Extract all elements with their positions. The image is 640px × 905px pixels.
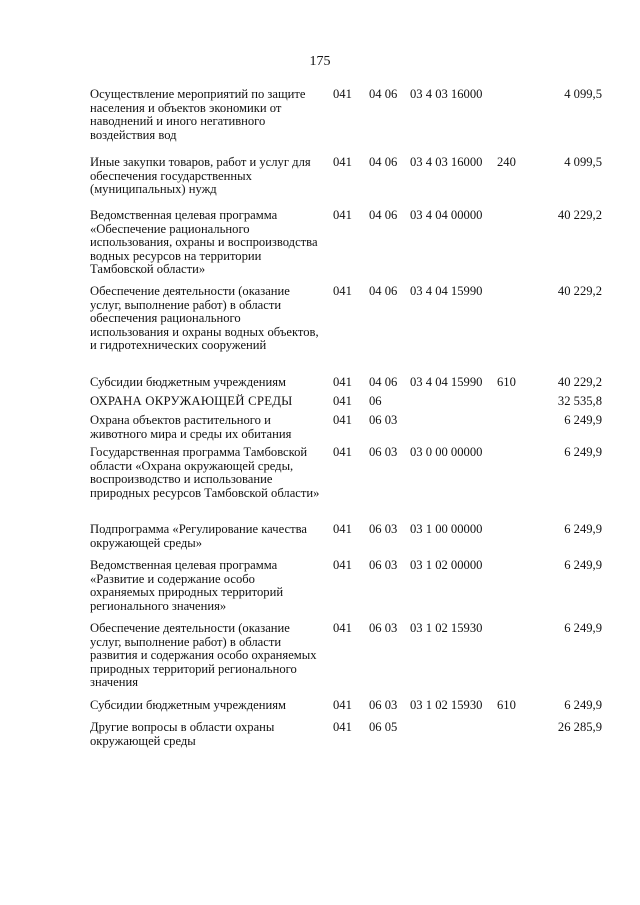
amount: 40 229,2 — [557, 208, 602, 222]
ministry-code: 041 — [333, 720, 352, 734]
section-code: 06 — [369, 394, 382, 408]
target-code: 03 1 02 15930 — [410, 621, 483, 635]
target-code: 03 4 04 15990 — [410, 375, 483, 389]
section-code: 04 06 — [369, 208, 398, 222]
target-code: 03 4 04 15990 — [410, 284, 483, 298]
section-code: 06 03 — [369, 522, 398, 536]
amount: 26 285,9 — [557, 720, 602, 734]
section-code: 04 06 — [369, 284, 398, 298]
amount: 40 229,2 — [557, 375, 602, 389]
section-code: 06 03 — [369, 558, 398, 572]
row-name: Иные закупки товаров, работ и услуг для обеспечения государственных (муниципальных) нужд — [90, 155, 311, 197]
ministry-code: 041 — [333, 698, 352, 712]
section-code: 04 06 — [369, 375, 398, 389]
amount: 6 249,9 — [564, 698, 602, 712]
table-row — [0, 395, 640, 414]
amount: 6 249,9 — [564, 413, 602, 427]
target-code: 03 4 03 16000 — [410, 155, 483, 169]
ministry-code: 041 — [333, 522, 352, 536]
section-code: 04 06 — [369, 155, 398, 169]
row-name: Подпрограмма «Регулирование качества окружающей среды» — [90, 522, 307, 550]
ministry-code: 041 — [333, 375, 352, 389]
amount: 4 099,5 — [564, 155, 602, 169]
expense-type-code: 610 — [497, 698, 516, 712]
row-name: Ведомственная целевая программа «Обеспечение рационального использования, охраны и воспроизводства водных ресурсов на территории Тамбовской области» — [90, 208, 318, 277]
row-name: Субсидии бюджетным учреждениям — [90, 698, 286, 712]
section-code: 04 06 — [369, 87, 398, 101]
section-code: 06 03 — [369, 621, 398, 635]
table-row — [0, 285, 640, 376]
target-code: 03 1 02 15930 — [410, 698, 483, 712]
table-row — [0, 699, 640, 721]
expense-type-code: 610 — [497, 375, 516, 389]
row-name: ОХРАНА ОКРУЖАЮЩЕЙ СРЕДЫ — [90, 394, 293, 408]
ministry-code: 041 — [333, 155, 352, 169]
ministry-code: 041 — [333, 87, 352, 101]
ministry-code: 041 — [333, 413, 352, 427]
row-name: Другие вопросы в области охраны окружающей среды — [90, 720, 275, 748]
target-code: 03 1 02 00000 — [410, 558, 483, 572]
table-row — [0, 414, 640, 446]
table-row — [0, 622, 640, 699]
row-name: Ведомственная целевая программа «Развитие и содержание особо охраняемых природных территорий регионального значения» — [90, 558, 284, 613]
table-row — [0, 559, 640, 622]
row-name: Обеспечение деятельности (оказание услуг, выполнение работ) в области обеспечения рационального использования и охраны водных объектов, и гидротехнических сооружений — [90, 284, 319, 353]
row-name: Охрана объектов растительного и животного мира и среды их обитания — [90, 413, 292, 441]
amount: 6 249,9 — [564, 621, 602, 635]
row-name: Субсидии бюджетным учреждениям — [90, 375, 286, 389]
target-code: 03 4 04 00000 — [410, 208, 483, 222]
ministry-code: 041 — [333, 558, 352, 572]
amount: 4 099,5 — [564, 87, 602, 101]
table-row — [0, 721, 640, 757]
row-name: Государственная программа Тамбовской области «Охрана окружающей среды, воспроизводство и использование природных ресурсов Тамбовской области» — [90, 445, 320, 500]
table-row — [0, 523, 640, 559]
amount: 6 249,9 — [564, 445, 602, 459]
target-code: 03 0 00 00000 — [410, 445, 483, 459]
table-row — [0, 156, 640, 209]
ministry-code: 041 — [333, 284, 352, 298]
ministry-code: 041 — [333, 621, 352, 635]
target-code: 03 4 03 16000 — [410, 87, 483, 101]
table-row — [0, 376, 640, 395]
section-code: 06 03 — [369, 445, 398, 459]
row-name: Осуществление мероприятий по защите населения и объектов экономики от наводнений и иного негативного воздействия вод — [90, 87, 306, 142]
section-code: 06 03 — [369, 698, 398, 712]
section-code: 06 03 — [369, 413, 398, 427]
ministry-code: 041 — [333, 445, 352, 459]
amount: 32 535,8 — [557, 394, 602, 408]
amount: 6 249,9 — [564, 522, 602, 536]
target-code: 03 1 00 00000 — [410, 522, 483, 536]
expense-type-code: 240 — [497, 155, 516, 169]
table-row — [0, 446, 640, 523]
budget-table — [0, 88, 640, 757]
row-name: Обеспечение деятельности (оказание услуг, выполнение работ) в области развития и содержания особо охраняемых природных территорий регионального значения — [90, 621, 317, 690]
amount: 6 249,9 — [564, 558, 602, 572]
section-code: 06 05 — [369, 720, 398, 734]
table-row — [0, 88, 640, 156]
ministry-code: 041 — [333, 208, 352, 222]
ministry-code: 041 — [333, 394, 352, 408]
table-row — [0, 209, 640, 285]
amount: 40 229,2 — [557, 284, 602, 298]
page-number: 175 — [309, 54, 331, 69]
